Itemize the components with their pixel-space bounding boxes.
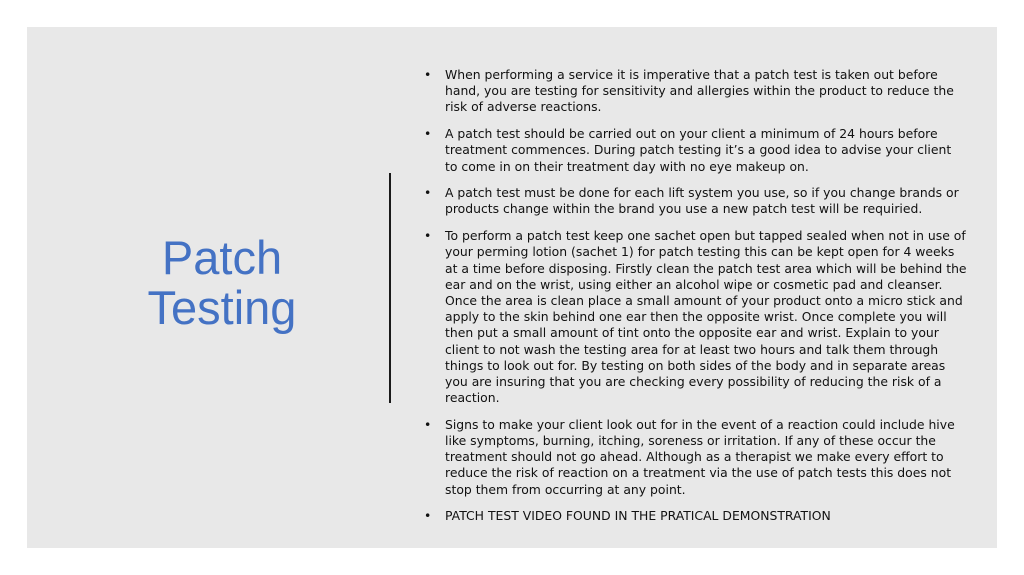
bullet-text: When performing a service it is imperative that a patch test is taken out before hand, you are testing for sensitivity and allergies within the product to reduce the risk of adverse reactions. (445, 67, 954, 115)
bullet-item (422, 126, 967, 175)
bullet-dot: • (424, 67, 432, 82)
title-line-2: Testing (147, 281, 297, 334)
bullet-item (422, 67, 967, 116)
bullet-dot: • (424, 126, 432, 142)
title-line-1: Patch (161, 231, 283, 284)
bullet-item (422, 508, 967, 524)
bullet-text: A patch test should be carried out on your client a minimum of 24 hours before treatment commences. During patch testing it’s a good idea to advise your client to come in on their treatment day with no eye makeup on. (445, 126, 952, 174)
bullet-text: Signs to make your client look out for in the event of a reaction could include hive like symptoms, burning, itching, soreness or irritation. If any of these occur the treatment should not go ahead. Although as a therapist we make every effort to reduce the risk of reaction on a treatment via the use of patch tests this does not stop them from occurring at any point. (445, 416, 955, 497)
bullet-text: To perform a patch test keep one sachet open but tapped sealed when not in use of your perming lotion (sachet 1) for patch testing this can be kept open for 4 weeks at a time before disposing. Firstly clean the patch test area which will be behind the ear and on the wrist, using either an alcohol wipe or cosmetic pad and cleanser. Once the area is clean place a small amount of your product onto a micro stick and apply to the skin behind one ear then the opposite wrist. Once complete you will then put a small amount of tint onto the opposite ear and wrist. Explain to your client to not wash the testing area for at least two hours and talk them through things to look out for. By testing on both sides of the body and in separate areas you are insuring that you are checking every possibility of reducing the risk of a reaction. (445, 228, 967, 406)
bullet-item (422, 185, 967, 217)
bullet-dot: • (424, 228, 432, 244)
bullet-text: PATCH TEST VIDEO FOUND IN THE PRATICAL DEMONSTRATION (445, 508, 831, 524)
bullet-item (422, 417, 967, 498)
slide (27, 27, 997, 548)
bullet-dot: • (424, 416, 432, 432)
vertical-divider (389, 173, 391, 403)
bullet-text: A patch test must be done for each lift system you use, so if you change brands or products change within the brand you use a new patch test will be requiried. (445, 185, 959, 217)
slide-title (127, 233, 317, 333)
bullet-dot: • (424, 508, 432, 524)
bullet-list (422, 67, 967, 535)
bullet-item (422, 228, 967, 406)
bullet-dot: • (424, 185, 432, 201)
